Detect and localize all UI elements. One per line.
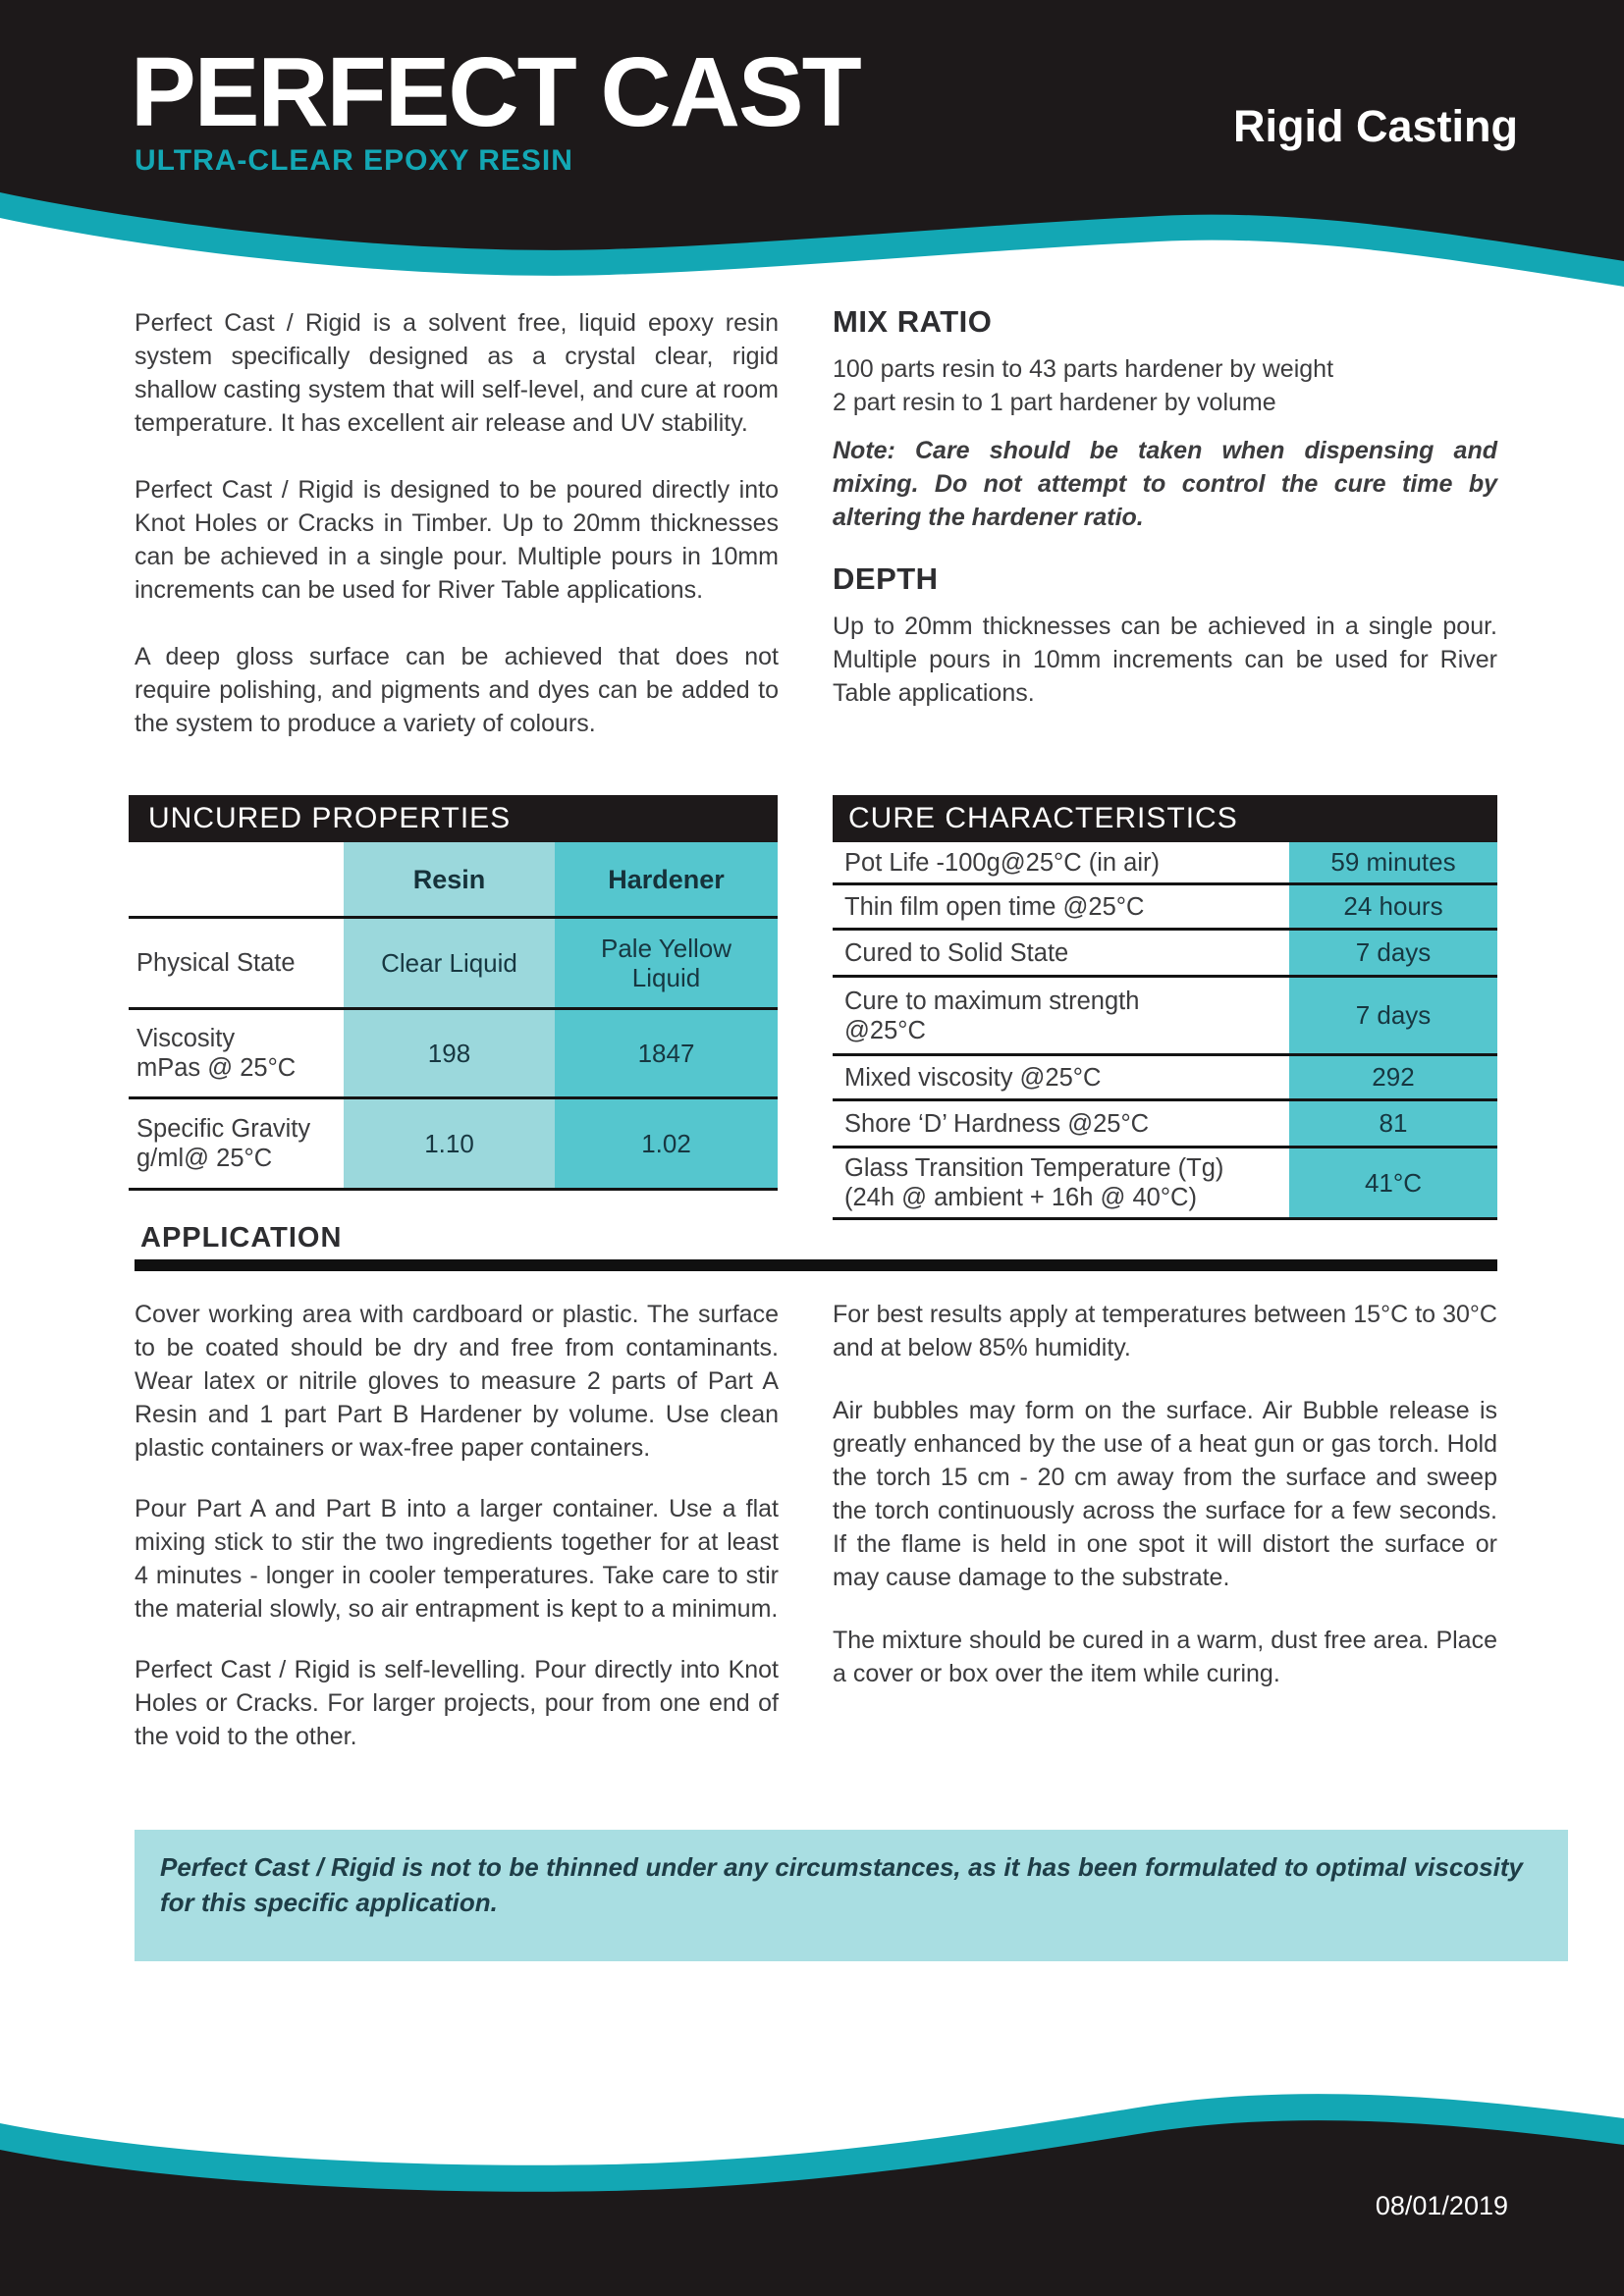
- footer-wave-graphic: [0, 2002, 1624, 2296]
- row-value: 7 days: [1289, 931, 1497, 975]
- table-row: [129, 916, 778, 1007]
- empty-corner-cell: [129, 842, 344, 916]
- row-label: [129, 1010, 344, 1096]
- mix-ratio-note: Note: Care should be taken when dispensing and mixing. Do not attempt to control the cure time by altering the hardener ratio.: [833, 437, 1497, 531]
- table-column-header-row: [129, 842, 778, 916]
- table-row: [833, 885, 1497, 931]
- row-value: 7 days: [1289, 978, 1497, 1053]
- page-title: PERFECT CAST: [131, 37, 860, 147]
- row-value: 81: [1289, 1101, 1497, 1146]
- row-label: [833, 978, 1289, 1053]
- row-label: [129, 919, 344, 1007]
- mix-ratio-by-weight: 100 parts resin to 43 parts hardener by weight: [833, 355, 1334, 383]
- row-label-line: mPas @ 25°C: [136, 1054, 297, 1082]
- table-row: [833, 1148, 1497, 1220]
- resin-value: 1.10: [344, 1099, 555, 1188]
- table-row: [833, 978, 1497, 1056]
- table-row: [833, 842, 1497, 885]
- hardener-value: 1.02: [555, 1099, 778, 1188]
- application-paragraph: Air bubbles may form on the surface. Air Bubble release is greatly enhanced by the use of a heat gun or gas torch. Hold the torch 15 cm - 20 cm away from the surface and sweep the torch continuously across the surface for a few seconds. If the flame is held in one spot it will distort the surface or may cause damage to the substrate.: [833, 1397, 1497, 1591]
- uncured-properties-header-bar: [129, 795, 778, 842]
- mix-ratio-depth-column: [833, 306, 1497, 710]
- row-label-line: Cured to Solid State: [844, 938, 1069, 967]
- row-label: [833, 885, 1289, 928]
- row-label-line: g/ml@ 25°C: [136, 1145, 273, 1172]
- row-label-line: Cure to maximum strength: [844, 987, 1140, 1015]
- cure-characteristics-table: [833, 795, 1497, 1220]
- page-subtitle: ULTRA-CLEAR EPOXY RESIN: [135, 144, 573, 177]
- mix-ratio-by-volume: 2 part resin to 1 part hardener by volume: [833, 389, 1276, 416]
- table-row: [833, 1101, 1497, 1148]
- row-label-line: Thin film open time @25°C: [844, 892, 1145, 921]
- row-label: [833, 1101, 1289, 1146]
- table-row: [833, 1056, 1497, 1101]
- row-label-line: Physical State: [136, 949, 296, 977]
- table-row: [129, 1096, 778, 1191]
- row-label-line: (24h @ ambient + 16h @ 40°C): [844, 1184, 1197, 1211]
- row-label: [833, 1148, 1289, 1217]
- table-row: [129, 1007, 778, 1096]
- depth-heading: DEPTH: [833, 561, 939, 596]
- cure-characteristics-header-bar: [833, 795, 1497, 842]
- application-paragraph: For best results apply at temperatures between 15°C to 30°C and at below 85% humidity.: [833, 1301, 1497, 1362]
- resin-value: 198: [344, 1010, 555, 1096]
- resin-value: Clear Liquid: [344, 919, 555, 1007]
- application-right-column: [833, 1298, 1497, 1720]
- revision-date: 08/01/2019: [1375, 2191, 1508, 2220]
- depth-paragraph: Up to 20mm thicknesses can be achieved in a single pour. Multiple pours in 10mm increments can be used for River Table applications.: [833, 613, 1497, 707]
- intro-column: [135, 306, 779, 740]
- cure-characteristics-heading: CURE CHARACTERISTICS: [848, 802, 1238, 834]
- intro-paragraph: A deep gloss surface can be achieved that does not require polishing, and pigments and dyes can be added to the system to produce a variety of colours.: [135, 643, 779, 737]
- do-not-thin-warning-note: Perfect Cast / Rigid is not to be thinned under any circumstances, as it has been formulated to optimal viscosity for this specific application.: [135, 1830, 1568, 1961]
- application-left-column: [135, 1298, 779, 1781]
- row-value: 41°C: [1289, 1148, 1497, 1217]
- intro-paragraph: Perfect Cast / Rigid is designed to be poured directly into Knot Holes or Cracks in Timber. Up to 20mm thicknesses can be achieved in a single pour. Multiple pours in 10mm increments can be used for River Table applications.: [135, 476, 779, 604]
- row-label-line: Shore ‘D’ Hardness @25°C: [844, 1109, 1150, 1138]
- row-value: 24 hours: [1289, 885, 1497, 928]
- intro-paragraph: Perfect Cast / Rigid is a solvent free, liquid epoxy resin system specifically designed as a crystal clear, rigid shallow casting system that will self-level, and cure at room temperature. It has excellent air release and UV stability.: [135, 309, 779, 437]
- row-value: 59 minutes: [1289, 842, 1497, 882]
- row-value: 292: [1289, 1056, 1497, 1098]
- row-label-line: Viscosity: [136, 1025, 236, 1052]
- mix-ratio-heading: MIX RATIO: [833, 304, 993, 339]
- row-label: [833, 842, 1289, 882]
- row-label: [833, 1056, 1289, 1098]
- row-label-line: Pot Life -100g@25°C (in air): [844, 848, 1160, 877]
- row-label-line: @25°C: [844, 1016, 926, 1044]
- hardener-value: 1847: [555, 1010, 778, 1096]
- row-label-line: Glass Transition Temperature (Tg): [844, 1154, 1224, 1182]
- hardener-value: Pale Yellow Liquid: [555, 919, 778, 1007]
- application-paragraph: Pour Part A and Part B into a larger container. Use a flat mixing stick to stir the two ingredients together for at least 4 minutes - longer in cooler temperatures. Take care to stir the material slowly, so air entrapment is kept to a minimum.: [135, 1495, 779, 1623]
- row-label: [833, 931, 1289, 975]
- row-label-line: Specific Gravity: [136, 1115, 311, 1143]
- application-divider-rule: [135, 1259, 1497, 1271]
- row-label-line: Mixed viscosity @25°C: [844, 1063, 1102, 1092]
- application-paragraph: Perfect Cast / Rigid is self-levelling. Pour directly into Knot Holes or Cracks. For larger projects, pour from one end of the void to the other.: [135, 1656, 779, 1750]
- uncured-properties-heading: UNCURED PROPERTIES: [148, 802, 512, 834]
- application-heading: APPLICATION: [140, 1222, 343, 1254]
- application-paragraph: The mixture should be cured in a warm, dust free area. Place a cover or box over the item while curing.: [833, 1627, 1497, 1687]
- application-paragraph: Cover working area with cardboard or plastic. The surface to be coated should be dry and free from contaminants. Wear latex or nitrile gloves to measure 2 parts of Part A Resin and 1 part Part B Hardener by volume. Use clean plastic containers or wax-free paper containers.: [135, 1301, 779, 1462]
- table-row: [833, 931, 1497, 978]
- resin-column-header: Resin: [344, 842, 555, 916]
- row-label: [129, 1099, 344, 1188]
- hardener-column-header: Hardener: [555, 842, 778, 916]
- product-variant-label: Rigid Casting: [1233, 101, 1518, 151]
- uncured-properties-table: [129, 795, 778, 1191]
